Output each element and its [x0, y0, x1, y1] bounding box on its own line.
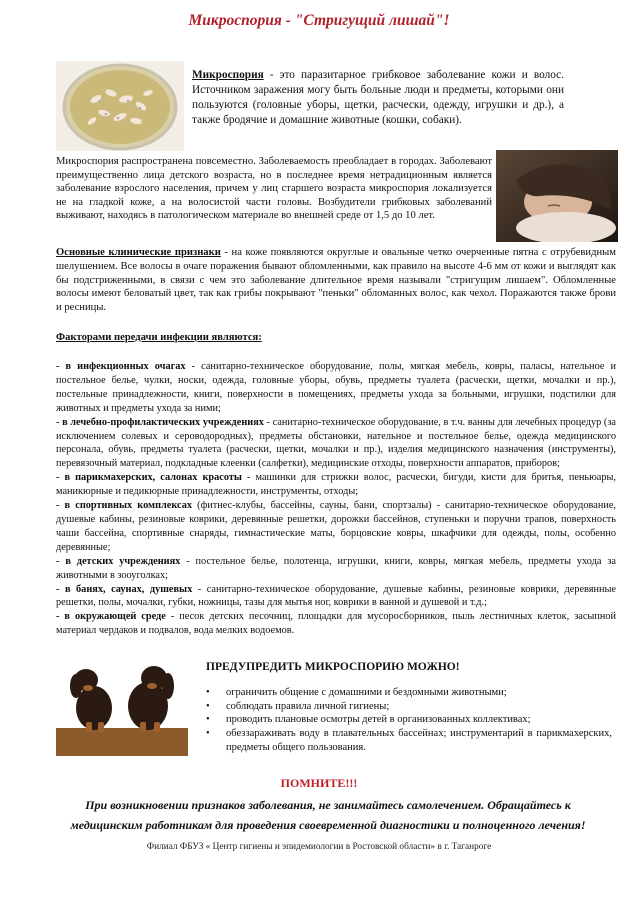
factor-label: - в инфекционных очагах: [56, 361, 186, 372]
factor-text: - санитарно-техническое оборудование, полы, мягкая мебель, ковры, паласы, нательное и постельное белье, чулки, носки, одежда, головные уборы, обувь, предметы туалета (расчески, щетки, мочалки и пр.), постельные принадлежности, книги, поверхности в помещениях, предметы ухода за больными, игрушки, подстилки для животных и предметы ухода за ними;: [56, 361, 616, 414]
intro-term: Микроспория: [192, 69, 264, 81]
factor-item: [56, 610, 616, 638]
prevention-item: • обеззараживать воду в плавательных бассейнах; инструментарий в парикмахерских, предметы общего пользования.: [204, 727, 612, 754]
prevention-heading: ПРЕДУПРЕДИТЬ МИКРОСПОРИЮ МОЖНО!: [206, 661, 460, 673]
factor-item: [56, 555, 616, 583]
prevention-item: • проводить плановые осмотры детей в организованных коллективах;: [204, 713, 612, 727]
clinical-signs-text: - на коже появляются округлые и овальные четко очерченные пятна с отрубевидным шелушением. Все волосы в очаге поражения бывают обломленными, как правило на высоте 4-6 мм от кожи и выглядят как бы подстриженными, в связи с чем это заболевание длительное время называли "стригущим лишаем". Обломленные волосы имеют беловатый цвет, так как грибы покрывают "пеньки" обломанных волос, как чехол. Поражаются также брови и ресницы.: [56, 247, 616, 314]
intro-paragraph: [192, 68, 564, 128]
petri-dish-photo: [56, 61, 184, 151]
factor-label: - в парикмахерских, салонах красоты: [56, 472, 242, 484]
factors-heading: Факторами передачи инфекции являются:: [56, 332, 262, 343]
prevalence-paragraph: Микроспория распространена повсеместно. Заболеваемость преобладает в городах. Заболевают преимущественно лица детского возраста, но в последнее время нетрадиционным является заболевание взрослого населения, причем у лиц старшего возраста микроспория локализуется не на гладкой коже, а на волосистой части головы. Возбудители грибковых заболеваний выживают, находясь в патологическом материале во внешней среде от 1,5 до 10 лет.: [56, 156, 492, 222]
factor-text: - постельное белье, полотенца, игрушки, книги, ковры, мягкая мебель, предметы ухода за животными в зооуголках;: [56, 555, 616, 581]
clinical-signs-paragraph: [56, 246, 616, 315]
factor-item: [56, 583, 616, 611]
factor-label: - в окружающей среде: [56, 611, 166, 623]
footer-organization: Филиал ФБУЗ « Центр гигиены и эпидемиологии в Ростовской области» в г. Таганроге: [146, 842, 492, 852]
factor-item: [56, 360, 616, 416]
factor-label: - в детских учреждениях: [56, 555, 181, 567]
factor-label: - в лечебно-профилактических учреждениях: [56, 416, 264, 428]
factor-text: - машинки для стрижки волос, расчески, бигуди, кисти для бритья, пеньюары, маникюрные и педикюрные принадлежности, инструменты, отходы;: [56, 472, 617, 498]
prevention-list: [204, 686, 612, 755]
dachshund-puppies-photo: [56, 658, 188, 756]
factor-item: [56, 416, 616, 472]
factors-list: [56, 360, 616, 638]
intro-text: - это паразитарное грибковое заболевание кожи и волос. Источником заражения могу быть больные люди и предметы, которыми они пользуются (головные уборы, щетки, расчески, одежду, игрушки и др.), а также бродячие и домашние животные (кошки, собаки).: [192, 69, 564, 126]
factor-label: - в спортивных комплексах: [56, 500, 193, 512]
sad-child-photo: [496, 150, 618, 242]
page-title: Микроспория - "Стригущий лишай"!: [188, 12, 450, 29]
factor-text: (фитнес-клубы, бассейны, сауны, бани, спортзалы) - санитарно-техническое оборудование, душевые кабины, резиновые коврики, деревянные решетки, дорожки бассейнов, ступеньки и поручни трапов, поверхность чаши бассейна, спортивные снаряды, гимнастические маты, борцовские ковры, шкафчики для одежды, полы, особенно деревянные;: [56, 500, 616, 553]
factor-text: - санитарно-техническое оборудование, душевые кабины, резиновые коврики, деревянные решетки, полы, мочалки, губки, ножницы, тазы для мытья ног, коврики в ванной и душевой и т.д.;: [56, 583, 617, 609]
factor-item: [56, 471, 616, 499]
prevention-item: • ограничить общение с домашними и бездомными животными;: [204, 686, 612, 700]
factor-text: - санитарно-техническое оборудование, в т.ч. ванны для лечебных процедур (за исключением солевых и сероводородных), предметы обстановки, нательное и постельное белье, одежда медицинского персонала, обувь, предметы туалета (расчески, щетки, мочалки и пр.), изделия медицинского назначения (инструменты), перевязочный материал, подкладные клеенки (салфетки), медицинские отходы, поверхности аппаратов, приборов;: [56, 416, 616, 470]
factor-label: - в банях, саунах, душевых: [56, 583, 193, 595]
prevention-item: • соблюдать правила личной гигиены;: [204, 700, 612, 714]
appeal-text: При возникновении признаков заболевания, не занимайтесь самолечением. Обращайтесь к медицинским работникам для проведения своевременной диагностики и полноценного лечения!: [70, 798, 586, 832]
factor-text: - песок детских песочниц, площадки для мусоросборников, пыль лестничных клеток, засыпной материал чердаков и подвалов, вода мелких водоемов.: [56, 611, 616, 637]
remember-heading: ПОМНИТЕ!!!: [280, 776, 358, 790]
clinical-signs-term: Основные клинические признаки: [56, 247, 221, 258]
factor-item: [56, 499, 616, 555]
